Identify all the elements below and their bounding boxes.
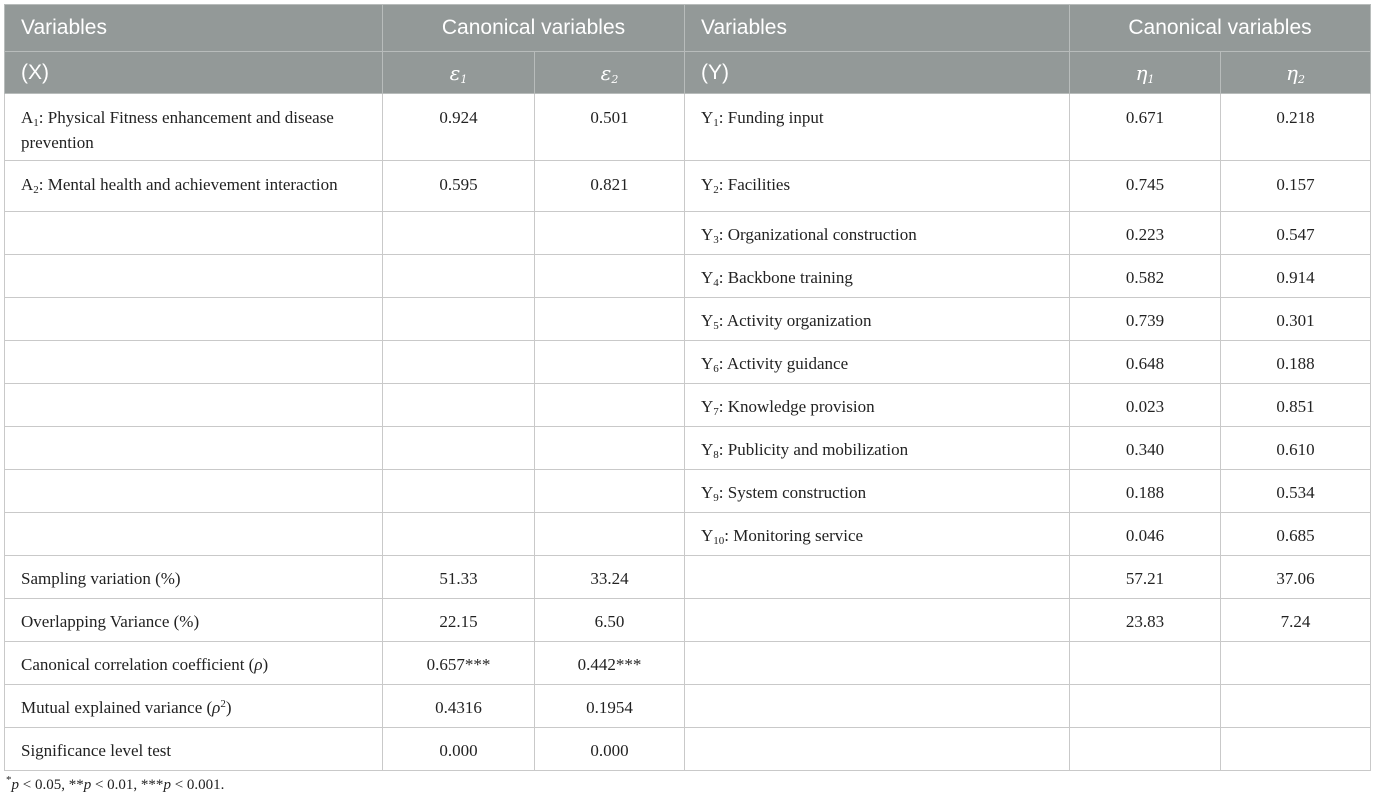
empty-cell xyxy=(1221,685,1371,728)
epsilon-1-cell: 51.33 xyxy=(383,556,535,599)
epsilon-2-cell: 0.1954 xyxy=(535,685,685,728)
empty-cell xyxy=(1070,642,1221,685)
empty-cell xyxy=(5,255,383,298)
empty-cell xyxy=(383,298,535,341)
eta-2-cell: 0.301 xyxy=(1221,298,1371,341)
empty-cell xyxy=(685,599,1070,642)
canonical-correlation-table xyxy=(4,4,1371,771)
epsilon-2-cell: 6.50 xyxy=(535,599,685,642)
empty-cell xyxy=(383,212,535,255)
canonical-correlation-table-container xyxy=(4,4,1370,794)
eta-2-cell: 0.188 xyxy=(1221,341,1371,384)
epsilon-1-header: $\varepsilon_1$ xyxy=(383,52,535,94)
empty-cell xyxy=(1221,728,1371,771)
eta-2-cell: 0.157 xyxy=(1221,161,1371,212)
eta-2-cell: 0.914 xyxy=(1221,255,1371,298)
y-set-label: (Y) xyxy=(685,52,1070,94)
empty-cell xyxy=(535,255,685,298)
table-row xyxy=(5,341,1371,384)
epsilon-1-cell: 0.000 xyxy=(383,728,535,771)
epsilon-1-cell: 0.924 xyxy=(383,94,535,161)
table-row xyxy=(5,427,1371,470)
epsilon-1-cell: 0.657*** xyxy=(383,642,535,685)
empty-cell xyxy=(685,556,1070,599)
empty-cell xyxy=(535,212,685,255)
empty-cell xyxy=(5,427,383,470)
y-variable-cell: $Y_9$: System construction xyxy=(685,470,1070,513)
empty-cell xyxy=(535,384,685,427)
eta-1-cell: 0.745 xyxy=(1070,161,1221,212)
empty-cell xyxy=(383,470,535,513)
y-variable-cell: $Y_6$: Activity guidance xyxy=(685,341,1070,384)
table-row xyxy=(5,298,1371,341)
empty-cell xyxy=(535,513,685,556)
table-row xyxy=(5,642,1371,685)
epsilon-2-cell: 0.821 xyxy=(535,161,685,212)
x-variable-cell: $A_2$: Mental health and achievement interaction xyxy=(5,161,383,212)
empty-cell xyxy=(383,255,535,298)
eta-1-header: $\eta_1$ xyxy=(1070,52,1221,94)
significance-footnote: *p < 0.05, **p < 0.01, ***p < 0.001. xyxy=(6,774,225,793)
eta-1-cell: 23.83 xyxy=(1070,599,1221,642)
empty-cell xyxy=(685,685,1070,728)
empty-cell xyxy=(685,642,1070,685)
epsilon-1-cell: 0.595 xyxy=(383,161,535,212)
empty-cell xyxy=(1070,685,1221,728)
stat-label-cell: Overlapping Variance (%) xyxy=(5,599,383,642)
empty-cell xyxy=(535,470,685,513)
empty-cell xyxy=(383,341,535,384)
eta-2-cell: 0.851 xyxy=(1221,384,1371,427)
table-row xyxy=(5,255,1371,298)
empty-cell xyxy=(5,513,383,556)
eta-1-cell: 0.188 xyxy=(1070,470,1221,513)
epsilon-2-cell: 0.000 xyxy=(535,728,685,771)
eta-2-cell: 0.610 xyxy=(1221,427,1371,470)
eta-1-cell: 0.582 xyxy=(1070,255,1221,298)
table-row xyxy=(5,470,1371,513)
eta-2-cell: 0.218 xyxy=(1221,94,1371,161)
stat-label-cell: Canonical correlation coefficient (ρ) xyxy=(5,642,383,685)
y-variable-cell: $Y_1$: Funding input xyxy=(685,94,1070,161)
table-row xyxy=(5,161,1371,212)
eta-1-cell: 0.671 xyxy=(1070,94,1221,161)
x-variables-header: Variables xyxy=(5,5,383,52)
eta-1-cell: 57.21 xyxy=(1070,556,1221,599)
empty-cell xyxy=(5,384,383,427)
empty-cell xyxy=(685,728,1070,771)
eta-1-cell: 0.046 xyxy=(1070,513,1221,556)
table-body xyxy=(5,94,1371,771)
stat-label-cell: Significance level test xyxy=(5,728,383,771)
empty-cell xyxy=(535,427,685,470)
x-variable-cell: $A_1$: Physical Fitness enhancement and disease prevention xyxy=(5,94,383,161)
stat-label-cell: Mutual explained variance $(\rho^2)$ xyxy=(5,685,383,728)
epsilon-1-cell: 22.15 xyxy=(383,599,535,642)
eta-2-header: $\eta_2$ xyxy=(1221,52,1371,94)
eta-1-cell: 0.739 xyxy=(1070,298,1221,341)
table-row xyxy=(5,728,1371,771)
eta-2-cell: 0.547 xyxy=(1221,212,1371,255)
table-header xyxy=(5,5,1371,94)
empty-cell xyxy=(5,341,383,384)
empty-cell xyxy=(5,470,383,513)
x-canonical-variables-header: Canonical variables xyxy=(383,5,685,52)
empty-cell xyxy=(5,212,383,255)
y-variable-cell: $Y_{10}$: Monitoring service xyxy=(685,513,1070,556)
epsilon-2-cell: 0.501 xyxy=(535,94,685,161)
eta-1-cell: 0.023 xyxy=(1070,384,1221,427)
table-row xyxy=(5,384,1371,427)
empty-cell xyxy=(1070,728,1221,771)
y-variable-cell: $Y_7$: Knowledge provision xyxy=(685,384,1070,427)
eta-1-cell: 0.648 xyxy=(1070,341,1221,384)
empty-cell xyxy=(1221,642,1371,685)
eta-2-cell: 37.06 xyxy=(1221,556,1371,599)
y-variable-cell: $Y_5$: Activity organization xyxy=(685,298,1070,341)
eta-2-cell: 0.534 xyxy=(1221,470,1371,513)
epsilon-2-cell: 0.442*** xyxy=(535,642,685,685)
table-row xyxy=(5,212,1371,255)
eta-2-cell: 7.24 xyxy=(1221,599,1371,642)
y-variable-cell: $Y_8$: Publicity and mobilization xyxy=(685,427,1070,470)
stat-label-cell: Sampling variation (%) xyxy=(5,556,383,599)
empty-cell xyxy=(383,427,535,470)
eta-1-cell: 0.340 xyxy=(1070,427,1221,470)
y-variable-cell: $Y_3$: Organizational construction xyxy=(685,212,1070,255)
y-variable-cell: $Y_2$: Facilities xyxy=(685,161,1070,212)
epsilon-1-cell: 0.4316 xyxy=(383,685,535,728)
empty-cell xyxy=(383,384,535,427)
table-row xyxy=(5,556,1371,599)
x-set-label: (X) xyxy=(5,52,383,94)
table-row xyxy=(5,685,1371,728)
eta-2-cell: 0.685 xyxy=(1221,513,1371,556)
table-row xyxy=(5,599,1371,642)
empty-cell xyxy=(383,513,535,556)
epsilon-2-header: $\varepsilon_2$ xyxy=(535,52,685,94)
epsilon-2-cell: 33.24 xyxy=(535,556,685,599)
eta-1-cell: 0.223 xyxy=(1070,212,1221,255)
y-canonical-variables-header: Canonical variables xyxy=(1070,5,1371,52)
empty-cell xyxy=(535,298,685,341)
y-variable-cell: $Y_4$: Backbone training xyxy=(685,255,1070,298)
y-variables-header: Variables xyxy=(685,5,1070,52)
table-row xyxy=(5,513,1371,556)
table-row xyxy=(5,94,1371,161)
empty-cell xyxy=(5,298,383,341)
empty-cell xyxy=(535,341,685,384)
